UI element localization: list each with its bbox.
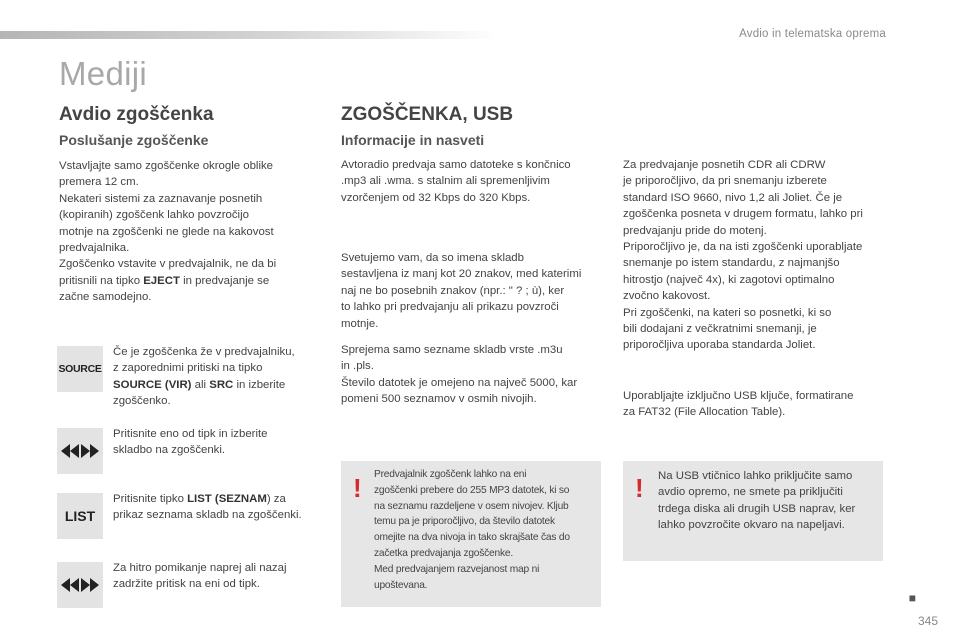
text-line: premera 12 cm.	[59, 176, 139, 189]
text-span: in izberite	[233, 378, 286, 391]
section-title: Avdio in telematska oprema	[739, 28, 886, 40]
text-line: hitrostjo (največ 4x), ki zagotovi optimalno	[623, 273, 835, 286]
text-line: zgoščenka posneta v drugem formatu, lahko pri	[623, 208, 863, 221]
text-line: trdega diska ali drugih USB naprav, ker	[658, 502, 856, 515]
formats-paragraph	[341, 157, 611, 206]
text-line: lahko povzročite okvaro na napeljavi.	[658, 519, 845, 532]
intro-paragraph	[59, 158, 329, 306]
text-line	[113, 377, 328, 393]
text-span: pritisnili na tipko	[59, 274, 144, 287]
heading-cd-usb: ZGOŠČENKA, USB	[341, 104, 514, 125]
list-paragraph	[113, 491, 328, 524]
header-bar	[0, 31, 500, 39]
fast-paragraph	[113, 560, 328, 593]
text-line: Pritisnite eno od tipk in izberite	[113, 428, 268, 440]
text-line: za FAT32 (File Allocation Table).	[623, 406, 786, 419]
text-line: to lahko pri predvajanju ali prikazu povzroči	[341, 301, 559, 314]
text-line: Zgoščenko vstavite v predvajalnik, ne da bi	[59, 258, 277, 271]
src-key-text: SRC	[209, 378, 234, 391]
text-line: pomeni 500 seznamov v osmih nivojih.	[341, 393, 537, 406]
text-line: skladbo na zgoščenki.	[113, 444, 226, 457]
text-line: .mp3 ali .wma. s stalnim ali spremenljivim	[341, 175, 550, 188]
text-span: ali	[191, 378, 210, 391]
text-line: avdio opremo, ne smete pa priključiti	[658, 486, 843, 499]
source-key-label: SOURCE	[58, 363, 102, 375]
text-line: Pri zgoščenki, na kateri so posnetki, ki so	[623, 306, 832, 319]
text-line: priporočljiva uporaba standarda Joliet.	[623, 339, 816, 352]
subheading-info: Informacije in nasveti	[341, 132, 485, 148]
skip-prev-next-icon	[57, 428, 103, 474]
list-key-text: LIST (SEZNAM	[187, 493, 267, 505]
text-line: predvajanju pride do motenj.	[623, 224, 767, 237]
text-line: na seznamu razdeljene v osem nivojev. Kljub	[374, 500, 569, 512]
text-line: motnje.	[341, 317, 379, 330]
text-line: Število datotek je omejeno na največ 5000, kar	[341, 376, 578, 389]
page-number: 345	[917, 614, 938, 628]
text-line	[59, 273, 329, 289]
text-line: sestavljena iz manj kot 20 znakov, med katerimi	[341, 268, 582, 281]
playlist-paragraph	[341, 342, 611, 408]
source-key-text: SOURCE (VIR)	[113, 378, 192, 391]
text-line: vzorčenjem od 32 Kbps do 320 Kbps.	[341, 191, 531, 204]
warning-box-usb	[623, 461, 883, 561]
text-line: Nekateri sistemi za zaznavanje posnetih	[59, 192, 263, 205]
text-span: in predvajanje se	[179, 274, 270, 287]
text-line: standard ISO 9660, nivo 1,2 ali Joliet. Če je	[623, 191, 843, 204]
text-line: z zaporednimi pritiski na tipko	[113, 362, 263, 375]
warning-icon: !	[635, 473, 644, 503]
text-line: temu pa je priporočljivo, da število datotek	[374, 516, 555, 528]
text-line	[113, 491, 328, 507]
double-arrow-icon	[60, 444, 100, 458]
text-line: začne samodejno.	[59, 291, 152, 304]
subheading-listening: Poslušanje zgoščenke	[59, 132, 209, 148]
source-key-icon	[57, 346, 103, 392]
text-line: upoštevana.	[374, 579, 428, 591]
end-marker: ■	[908, 591, 916, 605]
text-line: je priporočljivo, da pri snemanju izberete	[623, 175, 827, 188]
warning-box-mp3	[341, 461, 601, 607]
text-line: zadržite pritisk na eni od tipk.	[113, 578, 260, 591]
skip-paragraph	[113, 426, 328, 459]
text-line: Uporabljajte izključno USB ključe, formatirane	[623, 390, 854, 402]
text-line: (kopiranih) zgoščenk lahko povzročijo	[59, 209, 249, 222]
text-line: zgoščenki prebere do 255 MP3 datotek, ki so	[374, 484, 570, 496]
text-line: Na USB vtičnico lahko priključite samo	[658, 470, 853, 482]
text-span: Pritisnite tipko	[113, 493, 188, 505]
page-title: Mediji	[59, 55, 147, 92]
eject-key-label: EJECT	[143, 274, 180, 287]
text-line: predvajalnika.	[59, 242, 130, 255]
text-line: in .pls.	[341, 360, 374, 373]
text-line: Sprejema samo sezname skladb vrste .m3u	[341, 344, 563, 356]
text-line: Med predvajanjem razvejanost map ni	[374, 563, 540, 575]
text-line: Avtoradio predvaja samo datoteke s končnico	[341, 159, 571, 171]
text-line: Za hitro pomikanje naprej ali nazaj	[113, 562, 287, 574]
fast-forward-rewind-icon	[57, 562, 103, 608]
text-line: Vstavljajte samo zgoščenke okrogle oblike	[59, 160, 274, 172]
warning-text	[374, 467, 599, 593]
text-line: motnje na zgoščenki ne glede na kakovost	[59, 225, 274, 238]
text-line: prikaz seznama skladb na zgoščenki.	[113, 509, 302, 522]
text-line: snemanje po istem standardu, z najmanjšo	[623, 257, 840, 270]
text-line: začetka predvajanja zgoščenke.	[374, 547, 513, 559]
text-line: Priporočljivo je, da na isti zgoščenki uporabljate	[623, 241, 863, 254]
text-line: zgoščenko.	[113, 395, 171, 408]
text-line: bili dodajani z večkratnimi snemanji, je	[623, 323, 817, 336]
heading-audio-cd: Avdio zgoščenka	[59, 104, 214, 125]
filenames-paragraph	[341, 250, 611, 332]
list-key-icon	[57, 493, 103, 539]
warning-text	[658, 468, 880, 534]
text-line: naj ne bo posebnih znakov (npr.: " ? ; ù), ker	[341, 284, 565, 297]
usb-format-paragraph	[623, 388, 898, 421]
list-key-label: LIST	[64, 508, 96, 524]
text-line: omejite na dva nivoja in tako skrajšate čas do	[374, 532, 570, 544]
warning-icon: !	[353, 473, 362, 503]
text-line: Svetujemo vam, da so imena skladb	[341, 252, 524, 264]
text-line: Za predvajanje posnetih CDR ali CDRW	[623, 159, 826, 171]
source-paragraph	[113, 344, 328, 410]
cdr-paragraph	[623, 157, 898, 354]
double-arrow-icon	[60, 578, 100, 592]
text-line: Predvajalnik zgoščenk lahko na eni	[374, 469, 527, 480]
text-span: ) za	[266, 493, 286, 505]
text-line: zvočno kakovost.	[623, 290, 711, 303]
text-line: Če je zgoščenka že v predvajalniku,	[113, 346, 295, 358]
